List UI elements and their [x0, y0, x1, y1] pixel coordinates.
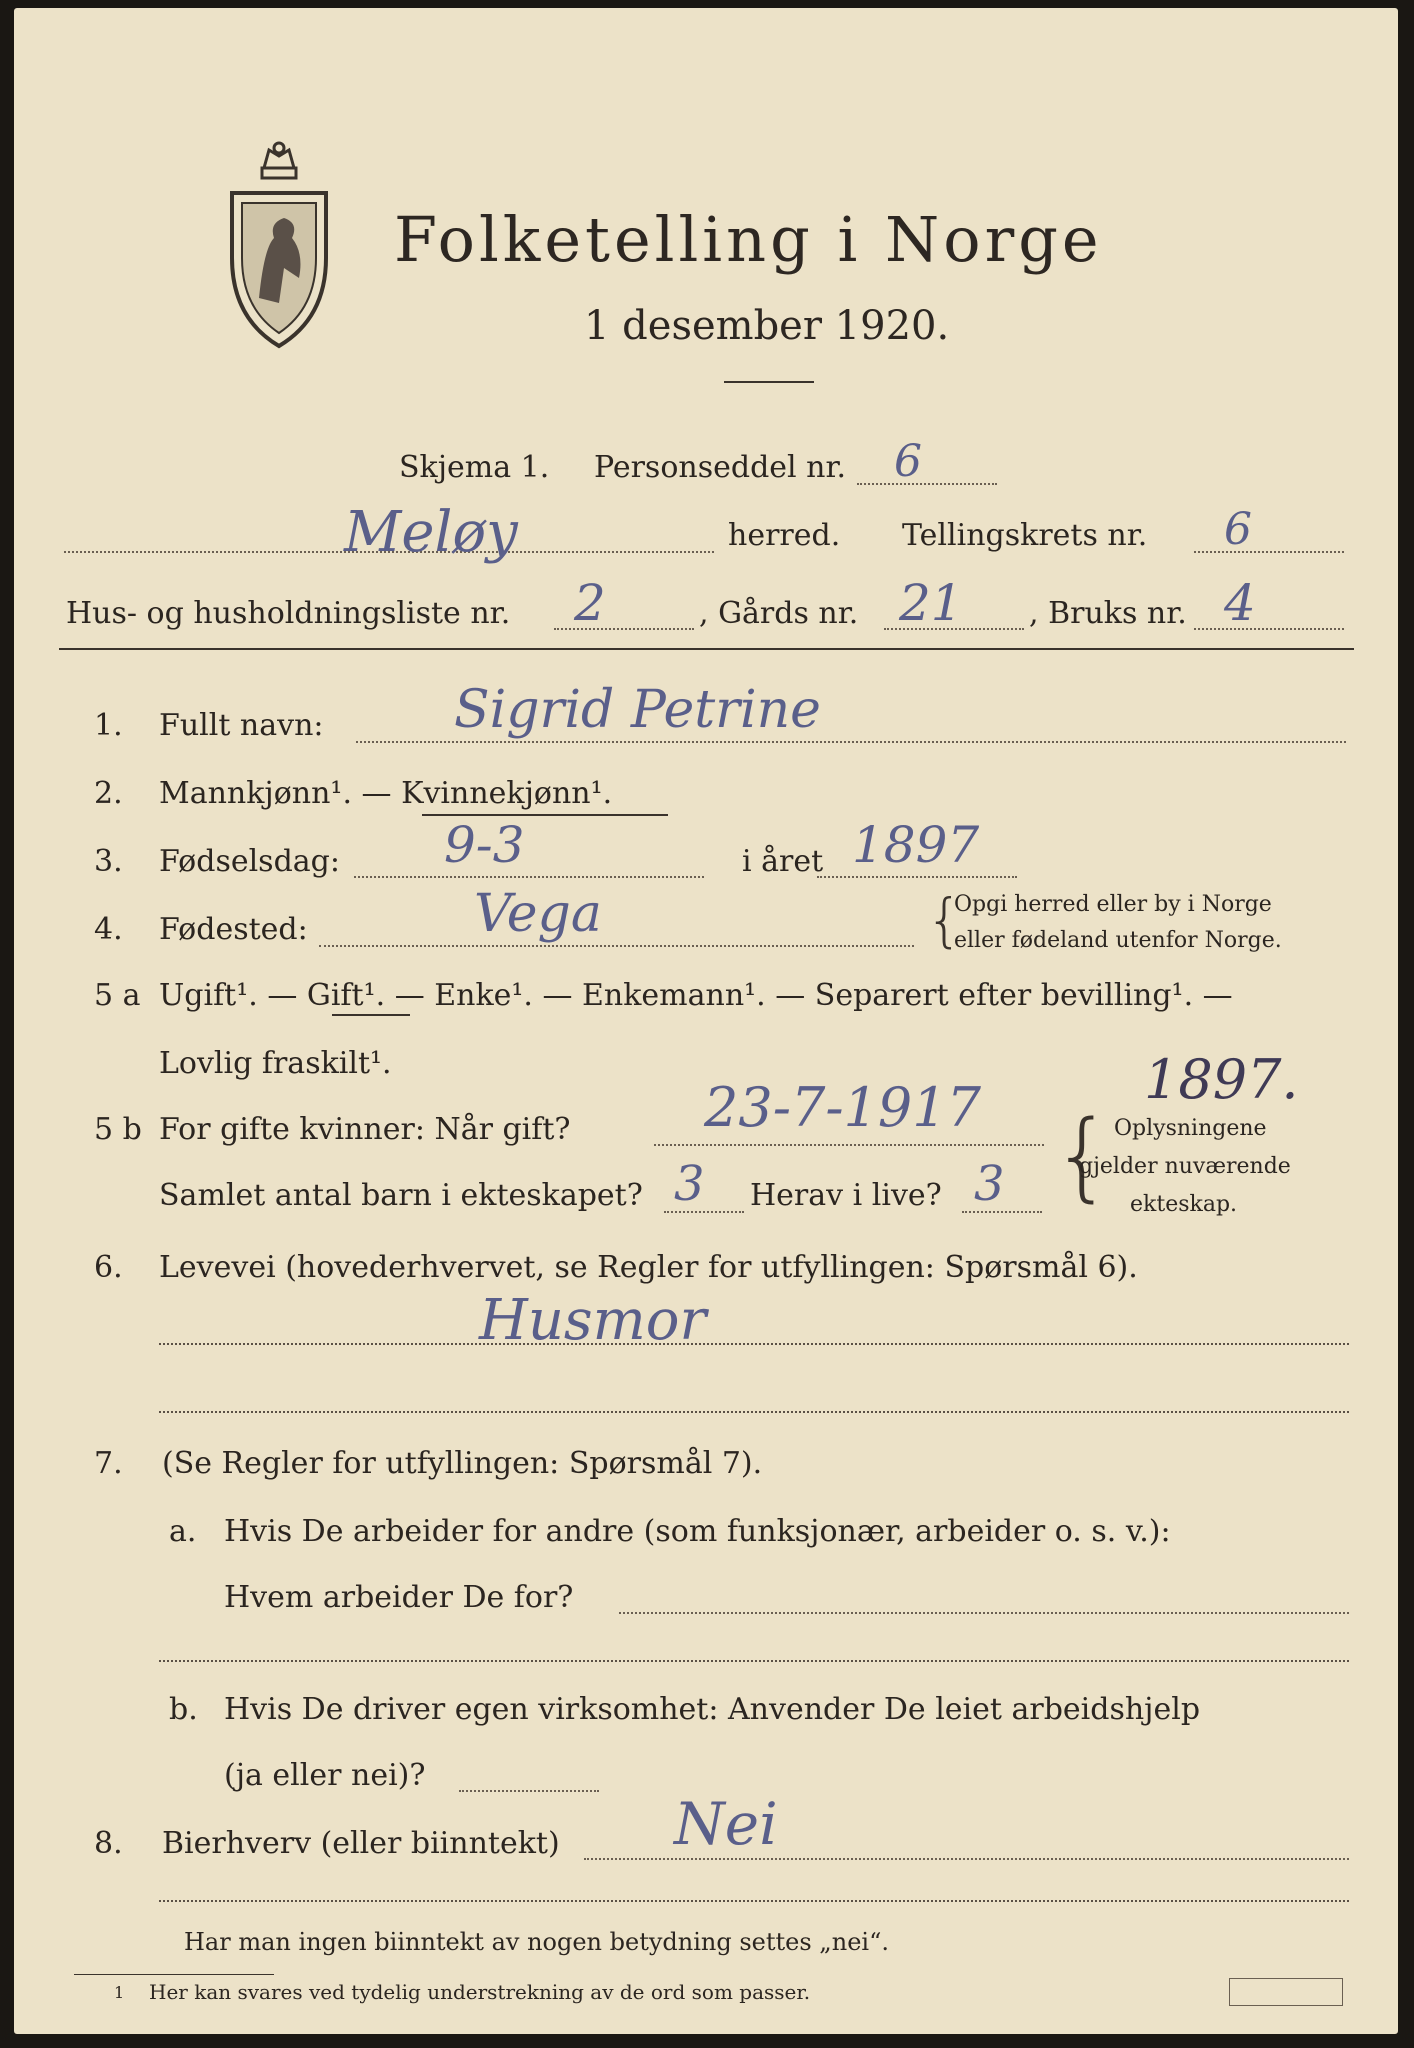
q8-extra-line [159, 1900, 1349, 1902]
bruks-value: 4 [1224, 574, 1256, 632]
q3-year-value: 1897 [852, 816, 980, 874]
q1-line [356, 741, 1346, 743]
q5b-value1: 23-7-1917 [704, 1076, 981, 1139]
header-separator [59, 648, 1354, 650]
footnote-number: 1 [114, 1983, 125, 2002]
q7a-letter: a. [169, 1514, 197, 1549]
q5b-note-line1: Oplysningene [1114, 1116, 1267, 1141]
q7-number: 7. [94, 1446, 123, 1481]
q5b-brace: { [1052, 1100, 1114, 1212]
q8-label: Bierhverv (eller biinntekt) [162, 1826, 560, 1861]
q3-line [354, 876, 704, 878]
q4-note-line2: eller fødeland utenfor Norge. [954, 928, 1282, 953]
gards-value: 21 [899, 574, 963, 632]
q5b-line1 [654, 1144, 1044, 1146]
q4-value: Vega [474, 884, 602, 944]
q4-line [319, 945, 914, 947]
q7b-answer-line [459, 1790, 599, 1792]
q5a-underline-gift [332, 1014, 410, 1016]
printer-mark [1229, 1978, 1343, 2006]
q3-number: 3. [94, 844, 123, 879]
q3-year-label: i året [742, 844, 824, 879]
q7a-line1: Hvis De arbeider for andre (som funksjonær, arbeider o. s. v.): [224, 1514, 1171, 1549]
gards-label: , Gårds nr. [699, 596, 859, 631]
q8-value: Nei [674, 1790, 778, 1858]
q6-line2 [159, 1411, 1349, 1413]
q4-note-line1: Opgi herred eller by i Norge [954, 892, 1272, 917]
personseddel-label: Personseddel nr. [594, 450, 847, 485]
q7b-line1: Hvis De driver egen virksomhet: Anvender De leiet arbeidshjelp [224, 1692, 1201, 1727]
footnote-rule [74, 1974, 274, 1975]
q2-number: 2. [94, 776, 123, 811]
q8-line [584, 1858, 1349, 1860]
q5b-number: 5 b [94, 1112, 142, 1147]
form-title: Folketelling i Norge [394, 203, 1103, 276]
coat-of-arms-icon [224, 138, 334, 358]
form-date: 1 desember 1920. [584, 303, 950, 349]
personseddel-value: 6 [894, 436, 922, 487]
q7a-line2: Hvem arbeider De for? [224, 1580, 574, 1615]
q6-line1 [159, 1343, 1349, 1345]
footer-note: Har man ingen biinntekt av nogen betydning settes „nei“. [184, 1928, 889, 1956]
census-form [14, 8, 1398, 2034]
personseddel-line [857, 483, 997, 485]
q6-number: 6. [94, 1250, 123, 1285]
title-divider [724, 381, 814, 383]
q4-label: Fødested: [159, 912, 308, 947]
herred-label: herred. [728, 518, 841, 553]
q6-label: Levevei (hovederhvervet, se Regler for utfyllingen: Spørsmål 6). [159, 1250, 1138, 1285]
q7b-letter: b. [169, 1692, 198, 1727]
q2-label: Mannkjønn¹. — Kvinnekjønn¹. [159, 776, 613, 811]
tellingskrets-label: Tellingskrets nr. [902, 518, 1148, 553]
q4-number: 4. [94, 912, 123, 947]
q5a-number: 5 a [94, 978, 141, 1013]
husliste-value: 2 [574, 574, 606, 632]
q3-year-line [817, 876, 1017, 878]
q5b-note-line2: gjelder nuværende [1079, 1154, 1291, 1179]
q5a-line1: Ugift¹. — Gift¹. — Enke¹. — Enkemann¹. — Separert efter bevilling¹. — [159, 978, 1233, 1013]
bruks-line [1194, 628, 1344, 630]
q5b-note-line3: ekteskap. [1130, 1192, 1238, 1217]
q3-label: Fødselsdag: [159, 844, 340, 879]
q5b-label3: Herav i live? [750, 1178, 942, 1213]
q1-number: 1. [94, 708, 123, 743]
q5a-line2: Lovlig fraskilt¹. [159, 1046, 392, 1081]
tellingskrets-value: 6 [1224, 504, 1252, 555]
q1-label: Fullt navn: [159, 708, 324, 743]
q5b-value2: 3 [674, 1156, 705, 1212]
q6-value: Husmor [479, 1288, 707, 1353]
tellingskrets-line [1194, 551, 1344, 553]
q5b-extra: 1897. [1144, 1048, 1299, 1111]
bruks-label: , Bruks nr. [1029, 596, 1187, 631]
footnote-text: Her kan svares ved tydelig understrekning av de ord som passer. [149, 1980, 811, 2004]
q5b-label2: Samlet antal barn i ekteskapet? [159, 1178, 643, 1213]
q5b-value3: 3 [974, 1156, 1005, 1212]
husliste-label: Hus- og husholdningsliste nr. [66, 596, 511, 631]
skjema-label: Skjema 1. [399, 450, 550, 485]
q7a-answer-line [619, 1612, 1349, 1614]
q3-value: 9-3 [444, 816, 525, 874]
q5b-label1: For gifte kvinner: Når gift? [159, 1112, 571, 1147]
q1-value: Sigrid Petrine [454, 680, 821, 740]
herred-value: Meløy [344, 500, 518, 565]
q7a-extra-line [159, 1660, 1349, 1662]
q7-label: (Se Regler for utfyllingen: Spørsmål 7). [162, 1446, 763, 1481]
q7b-line2: (ja eller nei)? [224, 1758, 426, 1793]
q8-number: 8. [94, 1826, 123, 1861]
q4-brace: { [926, 886, 963, 954]
